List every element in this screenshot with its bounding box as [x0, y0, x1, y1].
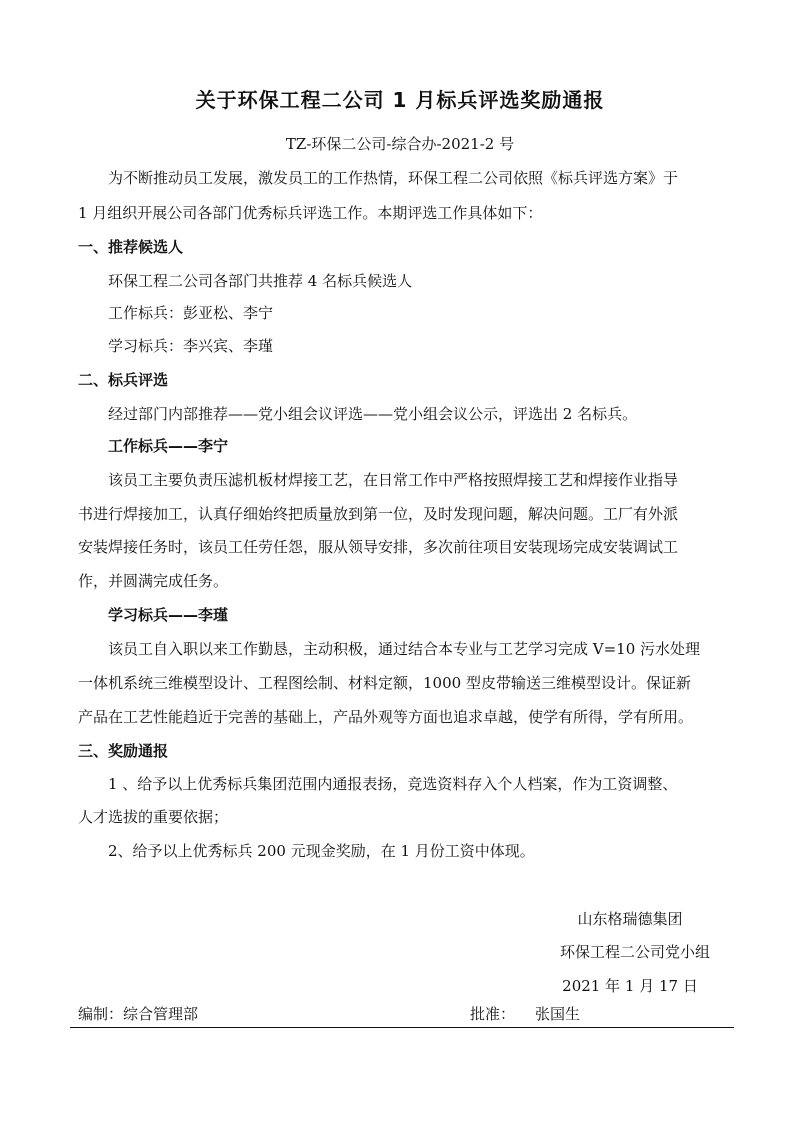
approved-label: 批准： — [470, 1005, 516, 1023]
reward-line: 1 、给予以上优秀标兵集团范围内通报表扬，竞选资料存入个人档案，作为工资调整、 — [108, 775, 678, 793]
selection-process: 经过部门内部推荐——党小组会议评选——党小组会议公示，评选出 2 名标兵。 — [108, 405, 638, 423]
document-number: TZ-环保二公司-综合办-2021-2 号 — [285, 135, 515, 153]
study-model-line: 产品在工艺性能趋近于完善的基础上，产品外观等方面也追求卓越，使学有所得，学有所用。 — [78, 708, 694, 726]
approved-by — [470, 1003, 580, 1024]
prepared-value: 综合管理部 — [123, 1005, 199, 1023]
footer-divider — [70, 1027, 734, 1028]
section-1-line: 环保工程二公司各部门共推荐 4 名标兵候选人 — [108, 272, 413, 290]
section-1-line: 学习标兵：李兴宾、李瑾 — [108, 337, 274, 355]
page-title: 关于环保工程二公司 1 月标兵评选奖励通报 — [195, 88, 605, 112]
work-model-line: 安装焊接任务时，该员工任劳任怨，服从领导安排，多次前往项目安装现场完成安装调试工 — [78, 538, 679, 556]
signature-date: 2021 年 1 月 17 日 — [562, 977, 698, 995]
section-3-heading: 三、奖励通报 — [78, 742, 169, 760]
signature-dept: 环保工程二公司党小组 — [560, 943, 711, 961]
reward-line: 人才选拔的重要依据； — [78, 808, 229, 826]
reward-line: 2、给予以上优秀标兵 200 元现金奖励，在 1 月份工资中体现。 — [108, 842, 535, 860]
approved-value: 张国生 — [535, 1005, 581, 1023]
prepared-by — [78, 1003, 198, 1024]
section-1-heading: 一、推荐候选人 — [78, 238, 184, 256]
section-1-line: 工作标兵：彭亚松、李宁 — [108, 304, 274, 322]
work-model-line: 该员工主要负责压滤机板材焊接工艺，在日常工作中严格按照焊接工艺和焊接作业指导 — [108, 471, 679, 489]
study-model-line: 该员工自入职以来工作勤恳，主动积极，通过结合本专业与工艺学习完成 V=10 污水处理 — [108, 640, 701, 658]
work-model-heading: 工作标兵——李宁 — [108, 437, 229, 455]
work-model-line: 作，并圆满完成任务。 — [78, 572, 229, 590]
work-model-line: 书进行焊接加工，认真仔细始终把质量放到第一位，及时发现问题，解决问题。工厂有外派 — [78, 505, 679, 523]
intro-line-2: 1 月组织开展公司各部门优秀标兵评选工作。本期评选工作具体如下： — [78, 204, 543, 222]
section-2-heading: 二、标兵评选 — [78, 371, 169, 389]
prepared-label: 编制： — [78, 1005, 124, 1023]
study-model-line: 一体机系统三维模型设计、工程图绘制、材料定额，1000 型皮带输送三维模型设计。保证新 — [78, 674, 691, 692]
signature-org: 山东格瑞德集团 — [577, 910, 683, 928]
study-model-heading: 学习标兵——李瑾 — [108, 606, 229, 624]
intro-line-1: 为不断推动员工发展，激发员工的工作热情，环保工程二公司依照《标兵评选方案》于 — [108, 169, 679, 187]
